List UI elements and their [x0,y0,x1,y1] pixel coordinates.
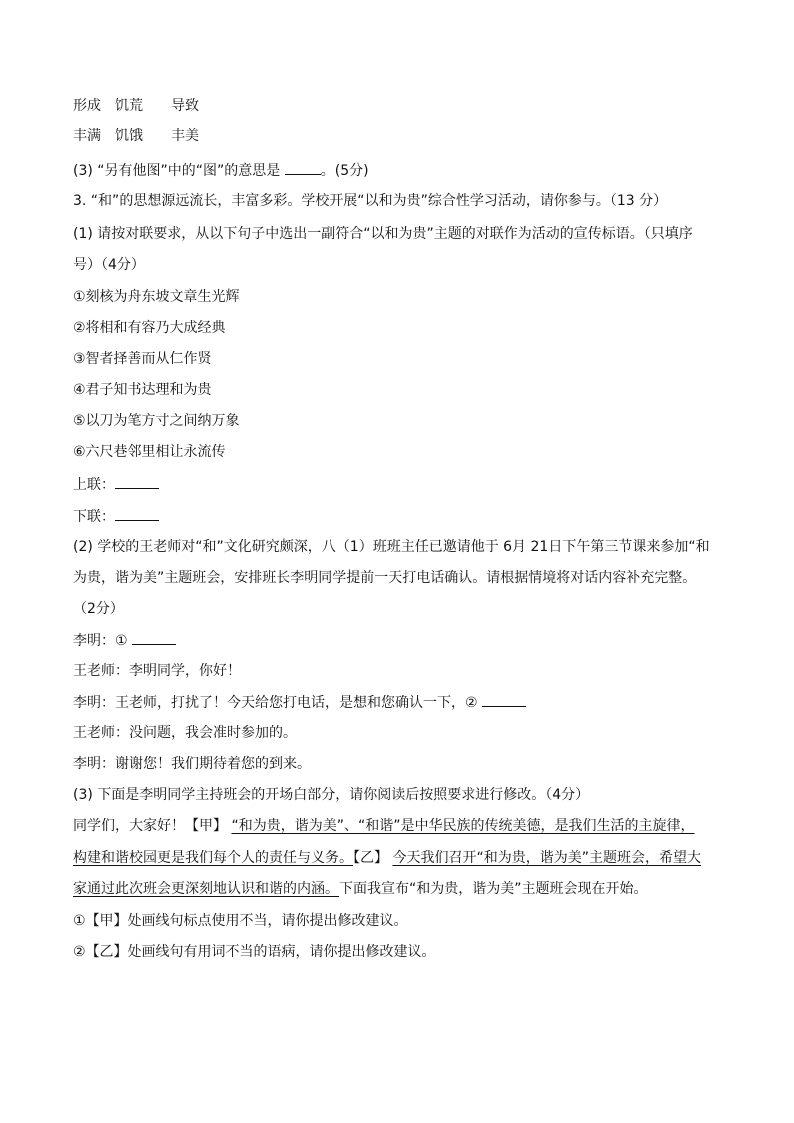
couplet-option: ②将相和有容乃大成经典 [73,320,226,336]
upper-couplet-answer [73,474,159,495]
marker-yi: 【乙】 [353,850,388,866]
dialogue-line [73,692,526,713]
upper-blank[interactable] [115,474,159,489]
sub2-prompt-line1: (2) 学校的王老师对“和”文化研究颇深，八（1）班班主任已邀请他于 6月 21日下午第三节课来参加“和 [73,539,710,555]
sub3-question-1: ①【甲】处画线句标点使用不当，请你提出修改建议。 [73,913,408,929]
dialogue-text: 王老师：没问题，我会准时参加的。 [73,725,297,741]
word-row-2 [73,126,199,146]
dialogue-blank-2[interactable] [482,692,526,707]
dialogue-line [73,661,241,681]
underlined-sentence-jia: 构建和谐校园更是我们每个人的责任与义务。 [73,850,353,866]
word: 饥饿 [115,128,143,144]
speech-line-3 [73,879,648,899]
couplet-option: ④君子知书达理和为贵 [73,382,212,398]
question-score: 。(5分) [320,163,369,179]
item-3-intro: 3. “和”的思想源远流长，丰富多彩。学校开展“以和为贵”综合性学习活动，请你参与。（13 分） [73,193,668,209]
sub2-prompt-line2: 为贵，谐为美”主题班会，安排班长李明同学提前一天打电话确认。请根据情境将对话内容补充完整。 [73,570,697,586]
lower-couplet-answer [73,506,159,527]
couplet-option: ①刻核为舟东坡文章生光辉 [73,289,240,305]
sub3-title: (3) 下面是李明同学主持班会的开场白部分，请你阅读后按照要求进行修改。（4分） [73,787,590,803]
dialogue-line [73,754,311,774]
word: 饥荒 [115,98,143,114]
speech-line-1 [73,816,694,836]
sub3-question-2: ②【乙】处画线句有用词不当的语病，请你提出修改建议。 [73,944,436,960]
speech-text: 同学们，大家好！【甲】 [73,818,227,834]
word: 形成 [73,98,101,114]
couplet-option: ⑥六尺巷邻里相让永流传 [73,444,226,460]
sub1-prompt-line2: 号）（4分） [73,257,145,273]
word-row-1 [73,96,199,116]
lower-blank[interactable] [115,506,159,521]
word: 丰满 [73,128,101,144]
upper-label: 上联： [73,477,115,493]
dialogue-text: 王老师：李明同学，你好！ [73,663,241,679]
dialogue-line [73,630,176,651]
lower-label: 下联： [73,509,115,525]
underlined-sentence-yi: 今天我们召开“和为贵，谐为美”主题班会，希望大 [392,850,701,866]
couplet-option: ⑤以刀为笔方寸之间纳万象 [73,413,240,429]
word: 丰美 [171,128,199,144]
answer-blank[interactable] [285,160,321,175]
couplet-option: ③智者择善而从仁作贤 [73,351,212,367]
word: 导致 [171,98,199,114]
speech-text: 下面我宣布“和为贵，谐为美”主题班会现在开始。 [339,881,648,897]
underlined-sentence-yi: 家通过此次班会更深刻地认识和谐的内涵。 [73,881,339,897]
question-3-meaning [73,160,369,181]
question-text: (3) “另有他图”中的“图”的意思是 [73,163,285,179]
dialogue-text: 李明：谢谢您！我们期待着您的到来。 [73,756,311,772]
dialogue-text: 李明：① [73,633,133,649]
sub2-prompt-line3: （2分） [73,601,124,617]
sub1-prompt-line1: (1) 请按对联要求，从以下句子中选出一副符合“以和为贵”主题的对联作为活动的宣传标语。（只填序 [73,226,693,242]
speech-line-2 [73,848,701,868]
dialogue-line [73,723,297,743]
dialogue-text: 李明：王老师，打扰了！今天给您打电话，是想和您确认一下，② [73,695,482,711]
underlined-sentence-jia: “和为贵，谐为美”、“和谐”是中华民族的传统美德，是我们生活的主旋律， [231,818,695,834]
dialogue-blank-1[interactable] [132,630,176,645]
